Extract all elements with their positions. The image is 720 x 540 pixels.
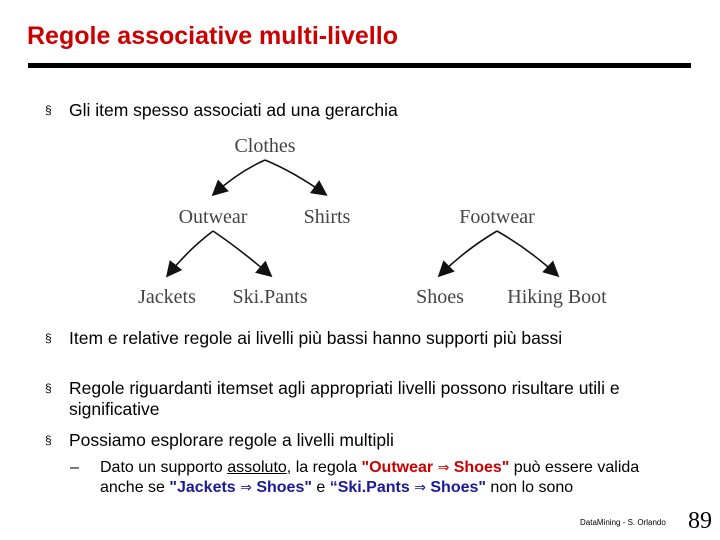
title-underline-rule xyxy=(28,63,691,68)
text-span: può essere valida anche se xyxy=(100,459,640,496)
bullet-text: Gli item spesso associati ad una gerarchia xyxy=(69,100,398,120)
hierarchy-edge xyxy=(265,160,325,194)
node-level2: Jackets xyxy=(138,286,196,308)
rule-outwear-shoes xyxy=(362,459,510,476)
text-span: , la regola xyxy=(286,459,362,476)
hierarchy-edge xyxy=(214,160,265,194)
node-level2: Shoes xyxy=(416,286,464,308)
node-level1: Footwear xyxy=(459,206,535,228)
text-span: Dato un supporto xyxy=(100,459,228,476)
slide-title: Regole associative multi-livello xyxy=(27,22,398,50)
footer-text: DataMining - S. Orlando xyxy=(580,518,666,527)
sub-bullet-text xyxy=(100,458,680,498)
page-number: 89 xyxy=(688,508,712,534)
hierarchy-edge xyxy=(213,231,270,275)
bullet-marker: § xyxy=(45,331,52,345)
text-span: Shoes" xyxy=(449,459,510,476)
hierarchy-edge xyxy=(168,231,213,275)
sub-bullet-dash: – xyxy=(70,459,79,476)
rule-skipants-shoes xyxy=(330,479,486,496)
node-level2: Ski.Pants xyxy=(232,286,308,308)
node-level2: Hiking Boot xyxy=(507,286,607,308)
node-root: Clothes xyxy=(234,135,296,157)
node-level1: Shirts xyxy=(303,206,351,228)
bullet-text: Possiamo esplorare regole a livelli multipli xyxy=(69,430,394,450)
text-span: “Ski.Pants xyxy=(329,479,415,496)
bullet-text: Item e relative regole ai livelli più bassi hanno supporti più bassi xyxy=(69,328,563,348)
implies-icon: ⇒ xyxy=(437,460,450,476)
bullet-text: Regole riguardanti itemset agli appropriati livelli possono risultare utili e significative xyxy=(69,378,620,419)
rule-jackets-shoes xyxy=(169,479,312,496)
text-span: non lo sono xyxy=(485,479,574,496)
text-span: e xyxy=(311,479,330,496)
text-span: Shoes" xyxy=(425,479,486,496)
node-level1: Outwear xyxy=(178,206,248,228)
bullet-marker: § xyxy=(45,103,52,117)
hierarchy-edge xyxy=(497,231,557,275)
implies-icon: ⇒ xyxy=(240,480,252,496)
text-span: Shoes" xyxy=(251,479,312,496)
hierarchy-edge xyxy=(440,231,497,275)
implies-icon: ⇒ xyxy=(414,480,426,496)
text-span: "Outwear xyxy=(361,459,438,476)
text-span: "Jackets xyxy=(169,479,241,496)
bullet-marker: § xyxy=(45,381,52,395)
underlined-word: assoluto xyxy=(227,459,287,476)
bullet-marker: § xyxy=(45,433,52,447)
